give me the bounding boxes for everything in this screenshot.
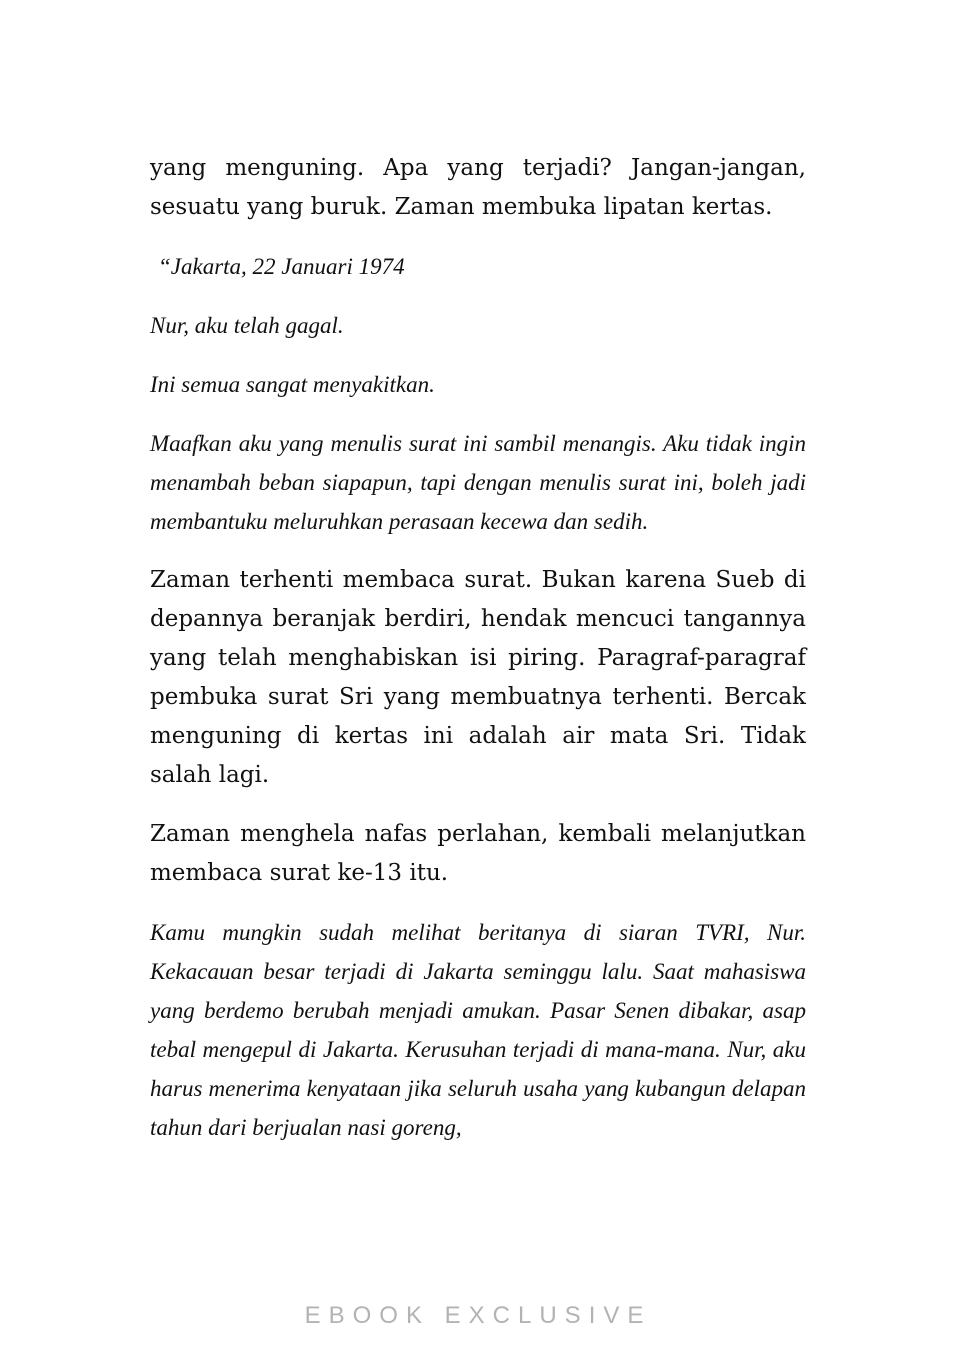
letter-paragraph: Maafkan aku yang menulis surat ini sambil menangis. Aku tidak ingin menambah beban siapapun, tapi dengan menulis surat ini, boleh jadi membantuku meluruhkan perasaan kecewa dan sedih. (150, 431, 806, 534)
letter-paragraph: Kamu mungkin sudah melihat beritanya di siaran TVRI, Nur. Kekacauan besar terjadi di Jakarta seminggu lalu. Saat mahasiswa yang berdemo berubah menjadi amukan. Pasar Senen dibakar, asap tebal mengepul di Jakarta. Kerusuhan terjadi di mana-mana. Nur, aku harus menerima kenyataan jika seluruh usaha yang kubangun delapan tahun dari berjualan nasi goreng, (150, 920, 806, 1140)
narrative-paragraph: Zaman terhenti membaca surat. Bukan karena Sueb di depannya beranjak berdiri, hendak mencuci tangannya yang telah menghabiskan isi piring. Paragraf-paragraf pembuka surat Sri yang membuatnya terhenti. Bercak menguning di kertas ini adalah air mata Sri. Tidak salah lagi. (150, 567, 806, 788)
narrative-paragraph: Zaman menghela nafas perlahan, kembali melanjutkan membaca surat ke-13 itu. (150, 821, 806, 886)
page-body (150, 149, 806, 1167)
paragraph-intro: yang menguning. Apa yang terjadi? Jangan-jangan, sesuatu yang buruk. Zaman membuka lipatan kertas. (150, 155, 806, 220)
letter-greeting: Nur, aku telah gagal. (150, 313, 344, 338)
footer-watermark: EBOOK EXCLUSIVE (304, 1302, 652, 1329)
letter-line: Ini semua sangat menyakitkan. (150, 372, 435, 397)
letter-date: “Jakarta, 22 Januari 1974 (158, 254, 405, 279)
